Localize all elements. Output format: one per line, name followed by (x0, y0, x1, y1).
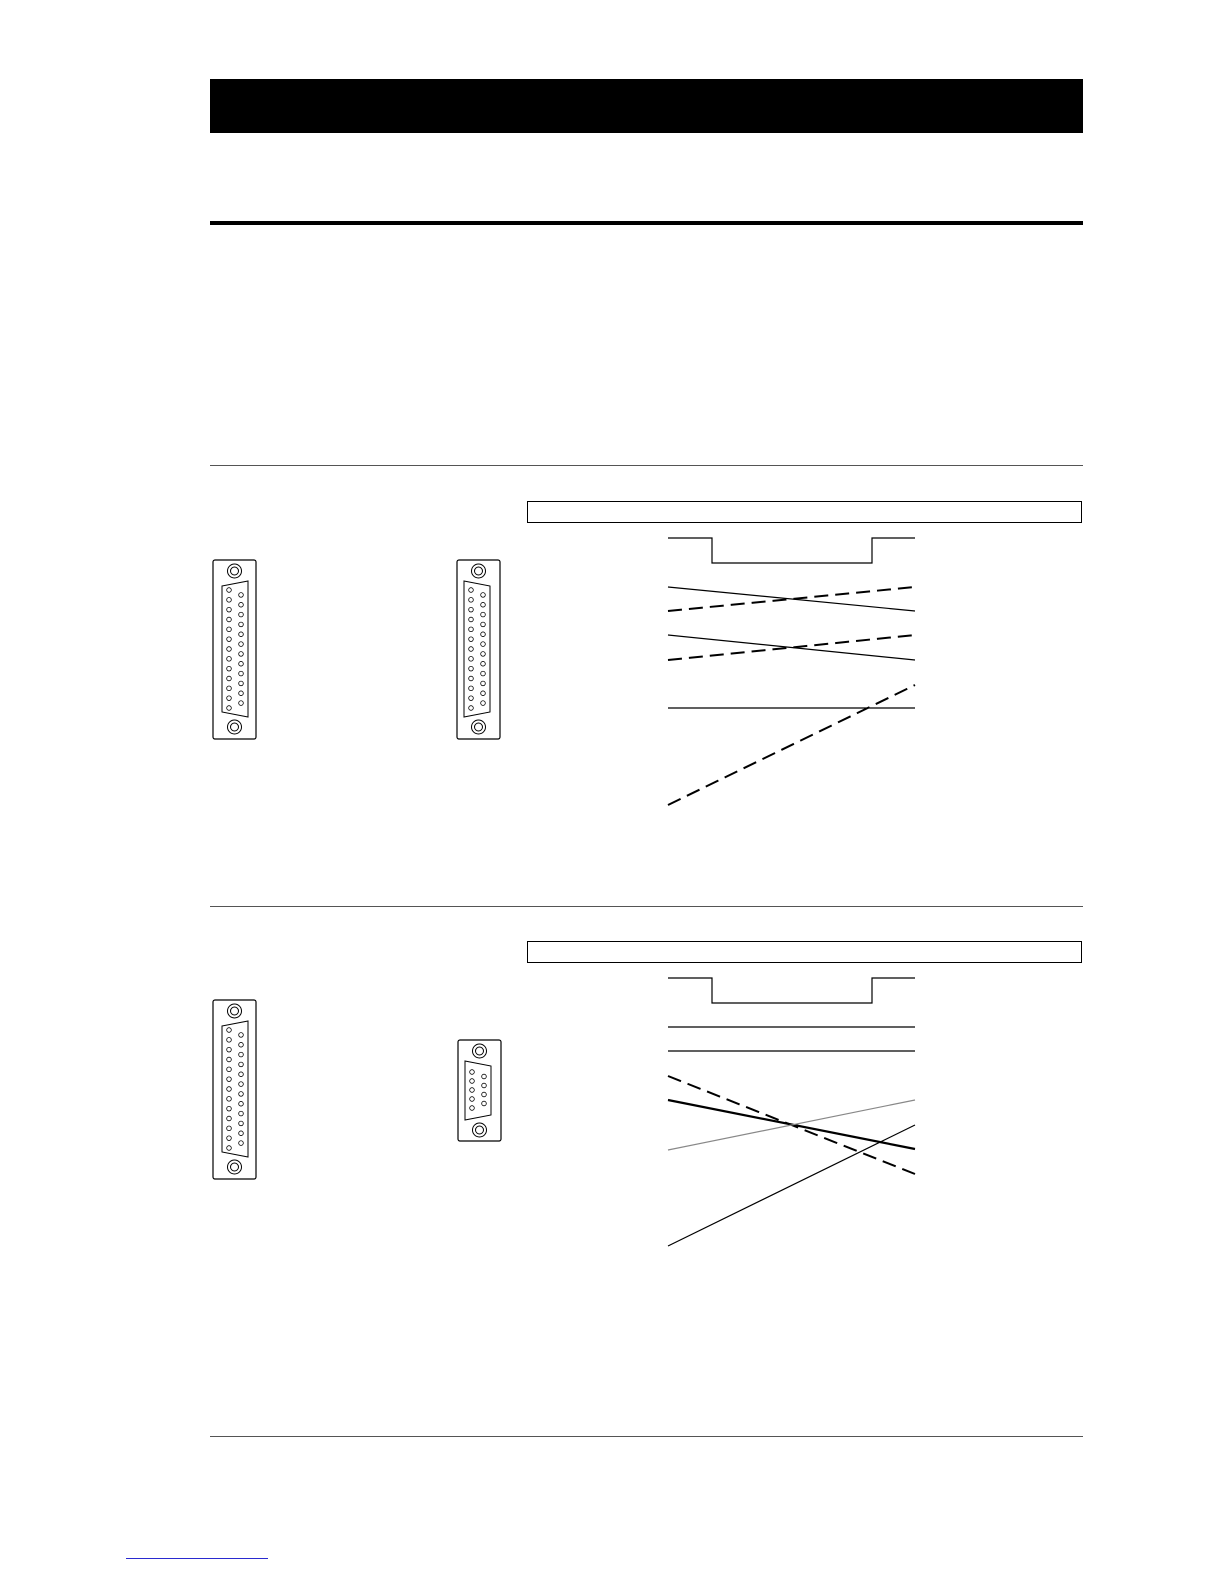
pin-icon (239, 1052, 244, 1057)
cable-label-box (527, 941, 1082, 963)
db25-connector-icon (212, 559, 258, 741)
pin-icon (481, 593, 486, 598)
wiring-diagram-section-1 (660, 530, 930, 820)
pin-icon (239, 1033, 244, 1038)
wire-shield (668, 978, 915, 1003)
pin-icon (239, 622, 244, 627)
pin-icon (239, 1092, 244, 1097)
pin-icon (239, 701, 244, 706)
pin-icon (227, 706, 232, 711)
pin-icon (227, 666, 232, 671)
title-rule (210, 221, 1083, 225)
db9-connector-icon (457, 1039, 503, 1143)
pin-icon (469, 647, 474, 652)
cable-label-box (527, 501, 1082, 523)
pin-icon (227, 607, 232, 612)
pin-icon (481, 642, 486, 647)
pin-icon (227, 647, 232, 652)
pin-icon (227, 696, 232, 701)
pin-icon (227, 1136, 232, 1141)
pin-icon (227, 617, 232, 622)
pin-icon (239, 632, 244, 637)
pin-icon (469, 598, 474, 603)
pin-icon (227, 1126, 232, 1131)
pin-icon (227, 588, 232, 593)
db25-connector-icon (212, 999, 258, 1181)
pin-icon (469, 706, 474, 711)
pin-icon (469, 686, 474, 691)
wiring-diagram-section-2 (660, 970, 930, 1260)
pin-icon (481, 661, 486, 666)
section-divider (210, 906, 1083, 907)
pin-icon (481, 612, 486, 617)
pin-icon (239, 681, 244, 686)
header-bar (210, 79, 1083, 133)
pin-icon (239, 1062, 244, 1067)
footer-rule (210, 1436, 1083, 1437)
wire (668, 1125, 915, 1246)
pin-icon (239, 1101, 244, 1106)
pin-icon (482, 1101, 487, 1106)
pin-icon (239, 661, 244, 666)
pin-icon (469, 588, 474, 593)
pin-icon (227, 1067, 232, 1072)
pin-icon (482, 1092, 487, 1097)
pin-icon (227, 1097, 232, 1102)
pin-icon (481, 671, 486, 676)
pin-icon (239, 1141, 244, 1146)
pin-icon (469, 657, 474, 662)
pin-icon (481, 652, 486, 657)
pin-icon (239, 593, 244, 598)
pin-icon (227, 676, 232, 681)
pin-icon (239, 642, 244, 647)
pin-icon (239, 612, 244, 617)
pin-icon (470, 1097, 475, 1102)
pin-icon (227, 637, 232, 642)
pin-icon (481, 701, 486, 706)
wire (668, 685, 915, 805)
pin-icon (469, 617, 474, 622)
pin-icon (469, 696, 474, 701)
pin-icon (227, 1038, 232, 1043)
pin-icon (239, 1042, 244, 1047)
pin-icon (227, 657, 232, 662)
pin-icon (227, 627, 232, 632)
db25-connector-icon (456, 559, 502, 741)
section-divider (210, 465, 1083, 466)
pin-icon (227, 1047, 232, 1052)
pin-icon (239, 1121, 244, 1126)
pin-icon (239, 671, 244, 676)
pin-icon (482, 1074, 487, 1079)
pin-icon (239, 691, 244, 696)
pin-icon (469, 637, 474, 642)
pin-icon (227, 686, 232, 691)
pin-icon (239, 1131, 244, 1136)
pin-icon (470, 1070, 475, 1075)
pin-icon (227, 598, 232, 603)
pin-icon (469, 607, 474, 612)
pin-icon (227, 1146, 232, 1151)
pin-icon (227, 1106, 232, 1111)
pin-icon (227, 1116, 232, 1121)
pin-icon (481, 681, 486, 686)
pin-icon (239, 652, 244, 657)
pin-icon (470, 1088, 475, 1093)
pin-icon (481, 622, 486, 627)
pin-icon (482, 1083, 487, 1088)
pin-icon (227, 1028, 232, 1033)
pin-icon (227, 1087, 232, 1092)
pin-icon (227, 1057, 232, 1062)
pin-icon (469, 676, 474, 681)
pin-icon (227, 1077, 232, 1082)
pin-icon (469, 627, 474, 632)
pin-icon (239, 1111, 244, 1116)
pin-icon (470, 1079, 475, 1084)
pin-icon (481, 691, 486, 696)
pin-icon (239, 1082, 244, 1087)
pin-icon (239, 1072, 244, 1077)
wire-shield (668, 538, 915, 563)
pin-icon (469, 666, 474, 671)
pin-icon (470, 1106, 475, 1111)
pin-icon (239, 602, 244, 607)
footer-link-underline[interactable] (126, 1558, 268, 1559)
pin-icon (481, 602, 486, 607)
pin-icon (481, 632, 486, 637)
